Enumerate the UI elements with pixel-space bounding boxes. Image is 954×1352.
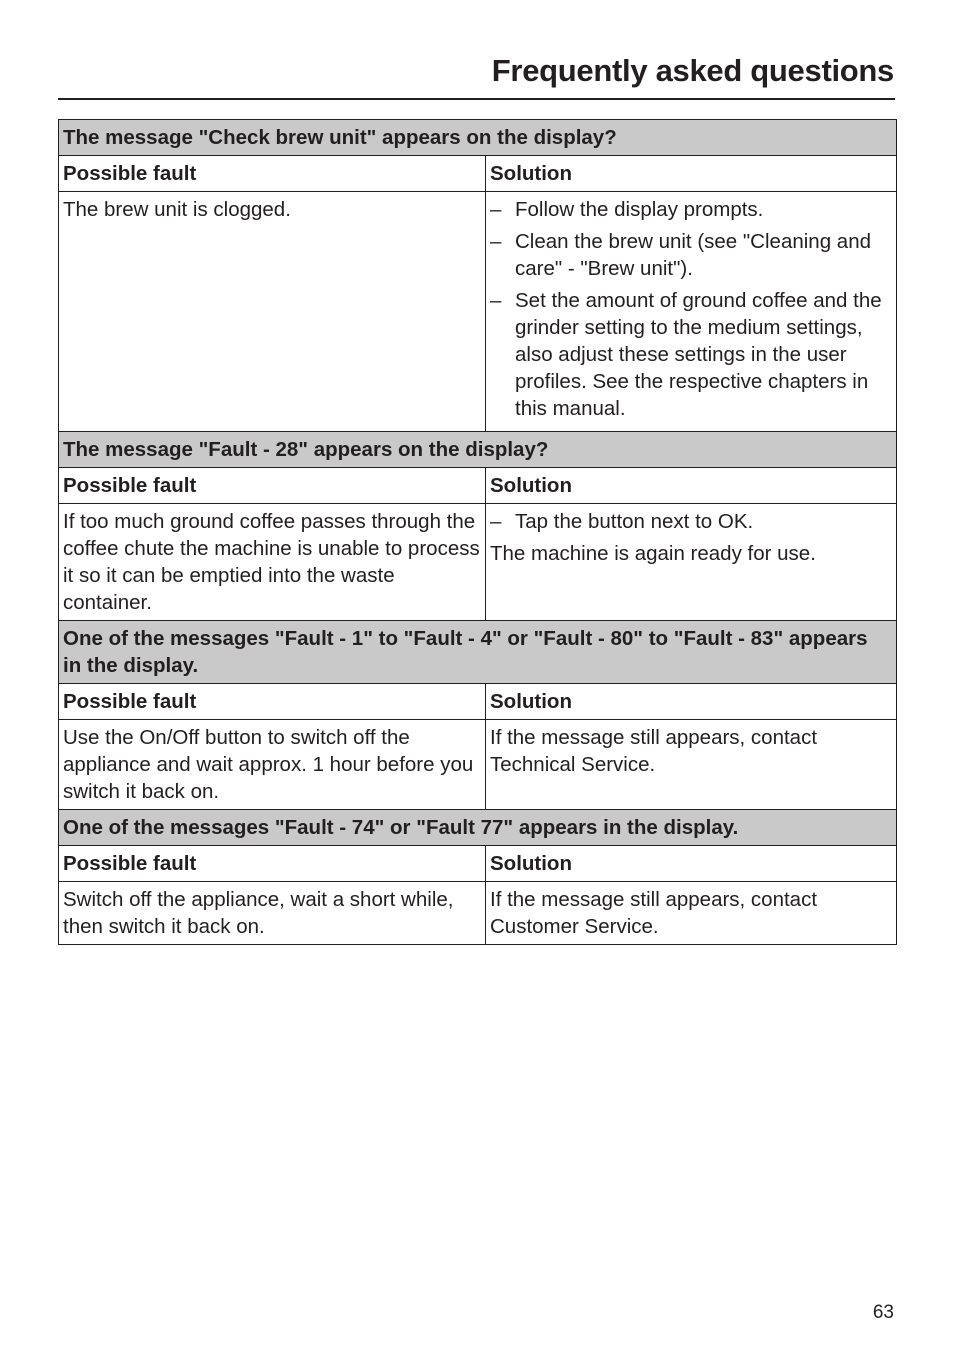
solution-note: The machine is again ready for use.: [490, 542, 816, 565]
table-row: [59, 720, 897, 810]
solution-cell: If the message still appears, contact Customer Service.: [486, 882, 897, 945]
section-question: The message "Check brew unit" appears on the display?: [59, 120, 897, 156]
solution-header: Solution: [486, 468, 897, 504]
solution-header: Solution: [486, 846, 897, 882]
section-header-row: [59, 810, 897, 846]
solution-header: Solution: [486, 156, 897, 192]
solution-steps: [490, 196, 891, 422]
section-question: One of the messages "Fault - 1" to "Fault - 4" or "Fault - 80" to "Fault - 83" appears in the display.: [59, 621, 897, 684]
solution-step: – Set the amount of ground coffee and the grinder setting to the medium settings, also adjust these settings in the user profiles. See the respective chapters in this manual.: [490, 287, 891, 422]
column-header-row: [59, 846, 897, 882]
possible-fault-header: Possible fault: [59, 156, 486, 192]
section-header-row: [59, 120, 897, 156]
table-row: [59, 882, 897, 945]
possible-fault-header: Possible fault: [59, 684, 486, 720]
title-divider: [58, 98, 895, 100]
section-header-row: [59, 621, 897, 684]
column-header-row: [59, 684, 897, 720]
solution-header: Solution: [486, 684, 897, 720]
page-number: 63: [872, 1302, 894, 1323]
table-row: [59, 504, 897, 621]
column-header-row: [59, 468, 897, 504]
solution-cell: [486, 192, 897, 432]
section-question: The message "Fault - 28" appears on the display?: [59, 432, 897, 468]
faq-table: [58, 119, 897, 945]
possible-fault-header: Possible fault: [59, 846, 486, 882]
solution-step: – Clean the brew unit (see "Cleaning and care" - "Brew unit").: [490, 228, 891, 282]
solution-cell: [486, 504, 897, 621]
table-row: [59, 192, 897, 432]
column-header-row: [59, 156, 897, 192]
fault-cell: The brew unit is clogged.: [59, 192, 486, 432]
page-title: Frequently asked questions: [491, 53, 894, 88]
fault-cell: Use the On/Off button to switch off the appliance and wait approx. 1 hour before you switch it back on.: [59, 720, 486, 810]
section-header-row: [59, 432, 897, 468]
section-question: One of the messages "Fault - 74" or "Fault 77" appears in the display.: [59, 810, 897, 846]
solution-cell: If the message still appears, contact Technical Service.: [486, 720, 897, 810]
possible-fault-header: Possible fault: [59, 468, 486, 504]
solution-step: – Tap the button next to OK.: [490, 508, 891, 535]
fault-cell: If too much ground coffee passes through the coffee chute the machine is unable to process it so it can be emptied into the waste container.: [59, 504, 486, 621]
solution-step: – Follow the display prompts.: [490, 196, 891, 223]
solution-steps: [490, 508, 891, 535]
fault-cell: Switch off the appliance, wait a short while, then switch it back on.: [59, 882, 486, 945]
